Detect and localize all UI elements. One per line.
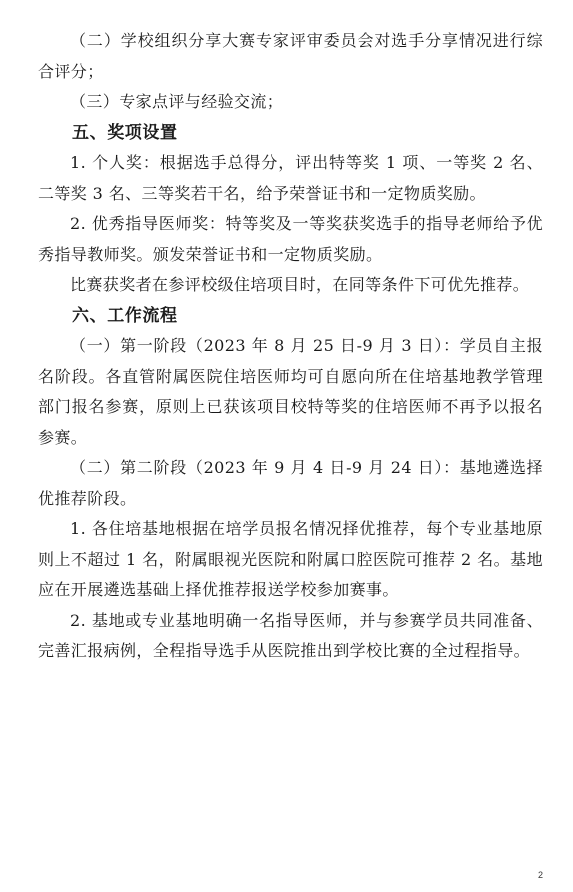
paragraph-stage-one: （一）第一阶段（2023 年 8 月 25 日-9 月 3 日）：学员自主报名阶段。各直管附属医院住培医师均可自愿向所在住培基地教学管理部门报名参赛，原则上已获该项目校特等奖的住培医师不再予以报名参赛。 <box>38 336 543 447</box>
paragraph-expert-comments: （三）专家点评与经验交流； <box>70 92 284 111</box>
paragraph-priority-recommendation: 比赛获奖者在参评校级住培项目时，在同等条件下可优先推荐。 <box>70 275 530 294</box>
paragraph-base-recommendation: 1. 各住培基地根据在培学员报名情况择优推荐，每个专业基地原则上不超过 1 名，附属眼视光医院和附属口腔医院可推荐 2 名。基地应在开展遴选基础上择优推荐报送学校参加赛事。 <box>38 519 543 599</box>
paragraph-instructor-award: 2. 优秀指导医师奖：特等奖及一等奖获奖选手的指导老师给予优秀指导教师奖。颁发荣誉证书和一定物质奖励。 <box>38 214 543 264</box>
document-body <box>38 26 543 667</box>
paragraph-scoring: （二）学校组织分享大赛专家评审委员会对选手分享情况进行综合评分； <box>38 31 543 81</box>
paragraph-stage-two: （二）第二阶段（2023 年 9 月 4 日-9 月 24 日）：基地遴选择优推荐阶段。 <box>38 458 543 508</box>
heading-workflow: 六、工作流程 <box>72 305 178 326</box>
heading-awards: 五、奖项设置 <box>72 122 178 143</box>
paragraph-instructor-guidance: 2. 基地或专业基地明确一名指导医师，并与参赛学员共同准备、完善汇报病例，全程指导选手从医院推出到学校比赛的全过程指导。 <box>38 610 543 660</box>
page-number: 2 <box>537 870 543 880</box>
paragraph-individual-award: 1. 个人奖：根据选手总得分，评出特等奖 1 项、一等奖 2 名、二等奖 3 名、三等奖若干名，给予荣誉证书和一定物质奖励。 <box>38 153 543 203</box>
